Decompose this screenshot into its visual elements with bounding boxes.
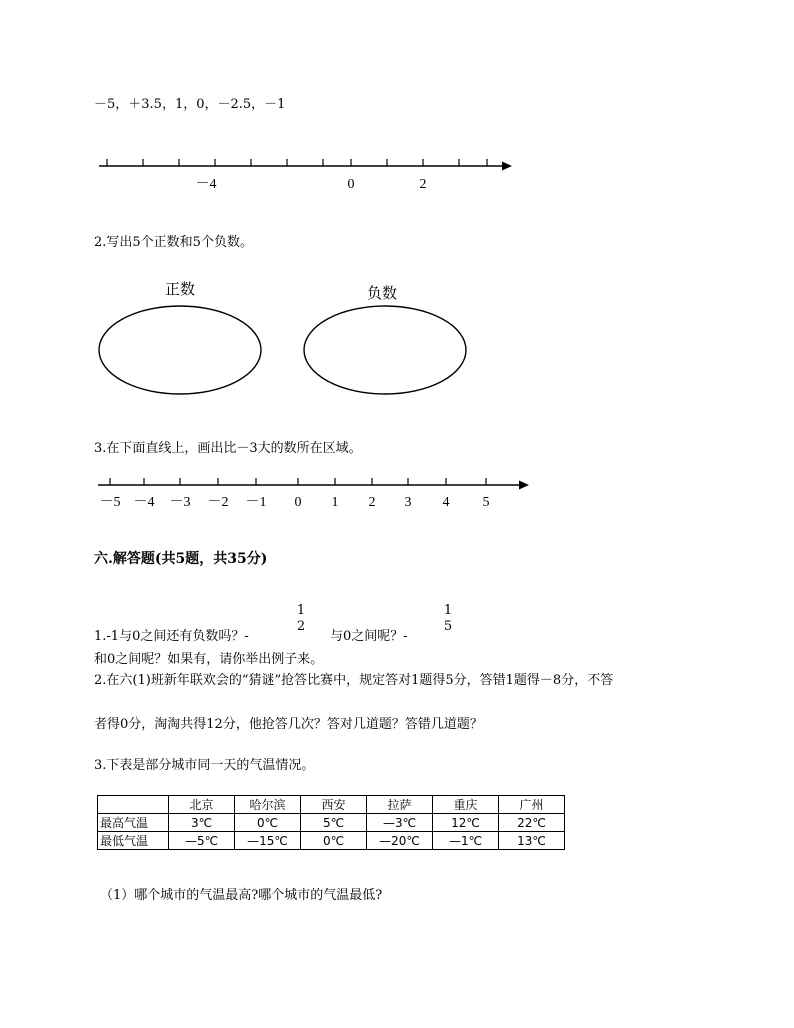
q2-prompt: 2.写出5个正数和5个负数。	[94, 235, 253, 250]
number-line-1-label: 2	[419, 177, 427, 192]
number-line-1	[90, 155, 520, 197]
table-row-label: 最高气温	[98, 814, 169, 832]
number-line-2-arrow	[519, 481, 529, 490]
section-heading: 六.解答题(共5题，共35分)	[94, 551, 268, 567]
table-cell: 3℃	[169, 814, 235, 832]
number-line-1-arrow	[502, 162, 512, 171]
number-line-2[interactable]	[90, 475, 535, 517]
problem-1-part-a: 1.-1与0之间还有负数吗？-	[94, 629, 249, 644]
table-cell: —20℃	[367, 832, 433, 850]
fraction-one-fifth	[441, 603, 455, 634]
table-cell: 0℃	[235, 814, 301, 832]
table-cell: —15℃	[235, 832, 301, 850]
number-line-1-label: －4	[195, 177, 217, 192]
table-cell: —3℃	[367, 814, 433, 832]
problem-3-prompt: 3.下表是部分城市同一天的气温情况。	[94, 758, 315, 773]
number-line-2-label: －4	[133, 495, 155, 510]
table-row-label: 最低气温	[98, 832, 169, 850]
temperature-table	[97, 795, 565, 850]
table-cell: —1℃	[433, 832, 499, 850]
number-line-2-label: 4	[442, 495, 450, 510]
table-cell: —5℃	[169, 832, 235, 850]
number-line-2-label: 2	[368, 495, 376, 510]
fraction-numerator: 1	[296, 603, 306, 618]
problem-1-line-2: 和0之间呢？如果有，请你举出例子来。	[94, 652, 324, 667]
problem-1-part-b: 与0之间呢？-	[330, 629, 408, 644]
number-line-2-label: －1	[245, 495, 267, 510]
number-line-1-label: 0	[347, 177, 355, 192]
number-line-2-label: 1	[331, 495, 339, 510]
table-cell: 22℃	[499, 814, 565, 832]
table-header-cell: 拉萨	[367, 796, 433, 814]
negative-label: 负数	[367, 284, 398, 302]
sub-question-1: （1）哪个城市的气温最高?哪个城市的气温最低?	[100, 888, 383, 903]
q3-prompt: 3.在下面直线上，画出比－3大的数所在区域。	[94, 441, 362, 456]
problem-2-line-2: 者得0分，淘淘共得12分，他抢答几次？答对几道题？答错几道题？	[94, 717, 483, 732]
positive-label: 正数	[165, 280, 196, 298]
negative-oval[interactable]	[304, 306, 466, 394]
table-cell: 0℃	[301, 832, 367, 850]
table-corner-cell	[98, 796, 169, 814]
numbers-list: －5，＋3.5，1，0，－2.5，－1	[94, 97, 286, 112]
table-header-cell: 重庆	[433, 796, 499, 814]
table-header-cell: 哈尔滨	[235, 796, 301, 814]
table-header-row	[98, 796, 565, 814]
table-cell: 12℃	[433, 814, 499, 832]
fraction-denominator: 2	[296, 619, 306, 634]
table-row	[98, 832, 565, 850]
problem-2-line-1: 2.在六(1)班新年联欢会的“猜谜”抢答比赛中，规定答对1题得5分，答错1题得－8分，不答	[94, 673, 614, 688]
number-line-2-label: 3	[404, 495, 412, 510]
number-line-2-ticks	[110, 478, 486, 485]
table-cell: 5℃	[301, 814, 367, 832]
number-line-2-label: －2	[207, 495, 229, 510]
table-header-cell: 西安	[301, 796, 367, 814]
answer-ovals	[96, 302, 471, 400]
number-line-2-label: 5	[482, 495, 490, 510]
positive-oval[interactable]	[99, 306, 261, 394]
table-header-cell: 广州	[499, 796, 565, 814]
number-line-2-label: －5	[99, 495, 121, 510]
number-line-1-ticks	[107, 159, 487, 166]
table-header-cell: 北京	[169, 796, 235, 814]
fraction-denominator: 5	[443, 619, 453, 634]
fraction-one-half	[294, 603, 308, 634]
number-line-2-label: 0	[294, 495, 302, 510]
fraction-numerator: 1	[443, 603, 453, 618]
table-cell: 13℃	[499, 832, 565, 850]
table-row	[98, 814, 565, 832]
number-line-2-label: －3	[169, 495, 191, 510]
